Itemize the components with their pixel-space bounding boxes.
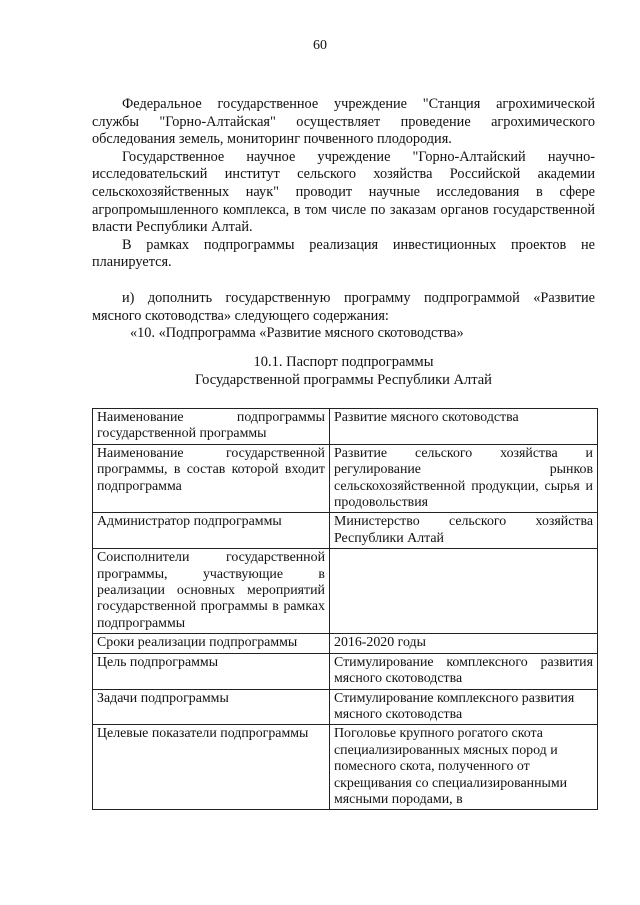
passport-table: [92, 408, 598, 810]
body-text: [92, 96, 595, 343]
row-value: Развитие сельского хозяйства и регулирование рынков сельскохозяйственной продукции, сырья и продовольствия: [330, 444, 598, 513]
paragraph-investment: В рамках подпрограммы реализация инвестиционных проектов не планируется.: [92, 236, 595, 271]
row-value: 2016-2020 годы: [330, 634, 598, 653]
row-value: Стимулирование комплексного развития мясного скотоводства: [330, 689, 598, 725]
row-value: Стимулирование комплексного развития мясного скотоводства: [330, 653, 598, 689]
row-label: Сроки реализации подпрограммы: [93, 634, 330, 653]
paragraph-institute: Государственное научное учреждение "Горно-Алтайский научно-исследовательский институт сельского хозяйства Российской академии сельскохозяйственных наук" проводит научные исследования в сфере агропромышленного комплекса, в том числе по заказам органов государственной власти Республики Алтай.: [92, 148, 595, 236]
row-label: Целевые показатели подпрограммы: [93, 725, 330, 810]
paragraph-amendment: и) дополнить государственную программу подпрограммой «Развитие мясного скотоводства» следующего содержания:: [92, 289, 595, 324]
table-row: [93, 409, 598, 445]
table-row: [93, 725, 598, 810]
table-row: [93, 689, 598, 725]
row-value: Министерство сельского хозяйства Республики Алтай: [330, 513, 598, 549]
table-row: [93, 444, 598, 513]
row-label: Администратор подпрограммы: [93, 513, 330, 549]
row-label: Соисполнители государственной программы, участвующие в реализации основных мероприятий государственной программы в рамках подпрограммы: [93, 549, 330, 634]
row-value: Развитие мясного скотоводства: [330, 409, 598, 445]
row-label: Цель подпрограммы: [93, 653, 330, 689]
passport-heading-line2: Государственной программы Республики Алтай: [195, 371, 492, 388]
row-value: [330, 549, 598, 634]
spacer: [92, 272, 595, 290]
table-row: [93, 513, 598, 549]
paragraph-station: Федеральное государственное учреждение "Станция агрохимической службы "Горно-Алтайская" осуществляет проведение агрохимического обследования земель, мониторинг почвенного плодородия.: [92, 96, 595, 148]
row-value: Поголовье крупного рогатого скота специализированных мясных пород и помесного скота, полученного от скрещивания со специализированными мясными породами, в: [330, 725, 598, 810]
row-label: Задачи подпрограммы: [93, 689, 330, 725]
passport-heading: [92, 354, 595, 389]
row-label: Наименование подпрограммы государственной программы: [93, 409, 330, 445]
table-row: [93, 634, 598, 653]
passport-heading-line1: 10.1. Паспорт подпрограммы: [253, 354, 434, 370]
page-number: 60: [313, 38, 327, 53]
table-row: [93, 549, 598, 634]
paragraph-subprogram-title: «10. «Подпрограмма «Развитие мясного скотоводства»: [130, 325, 464, 342]
row-label: Наименование государственной программы, в состав которой входит подпрограмма: [93, 444, 330, 513]
table-row: [93, 653, 598, 689]
